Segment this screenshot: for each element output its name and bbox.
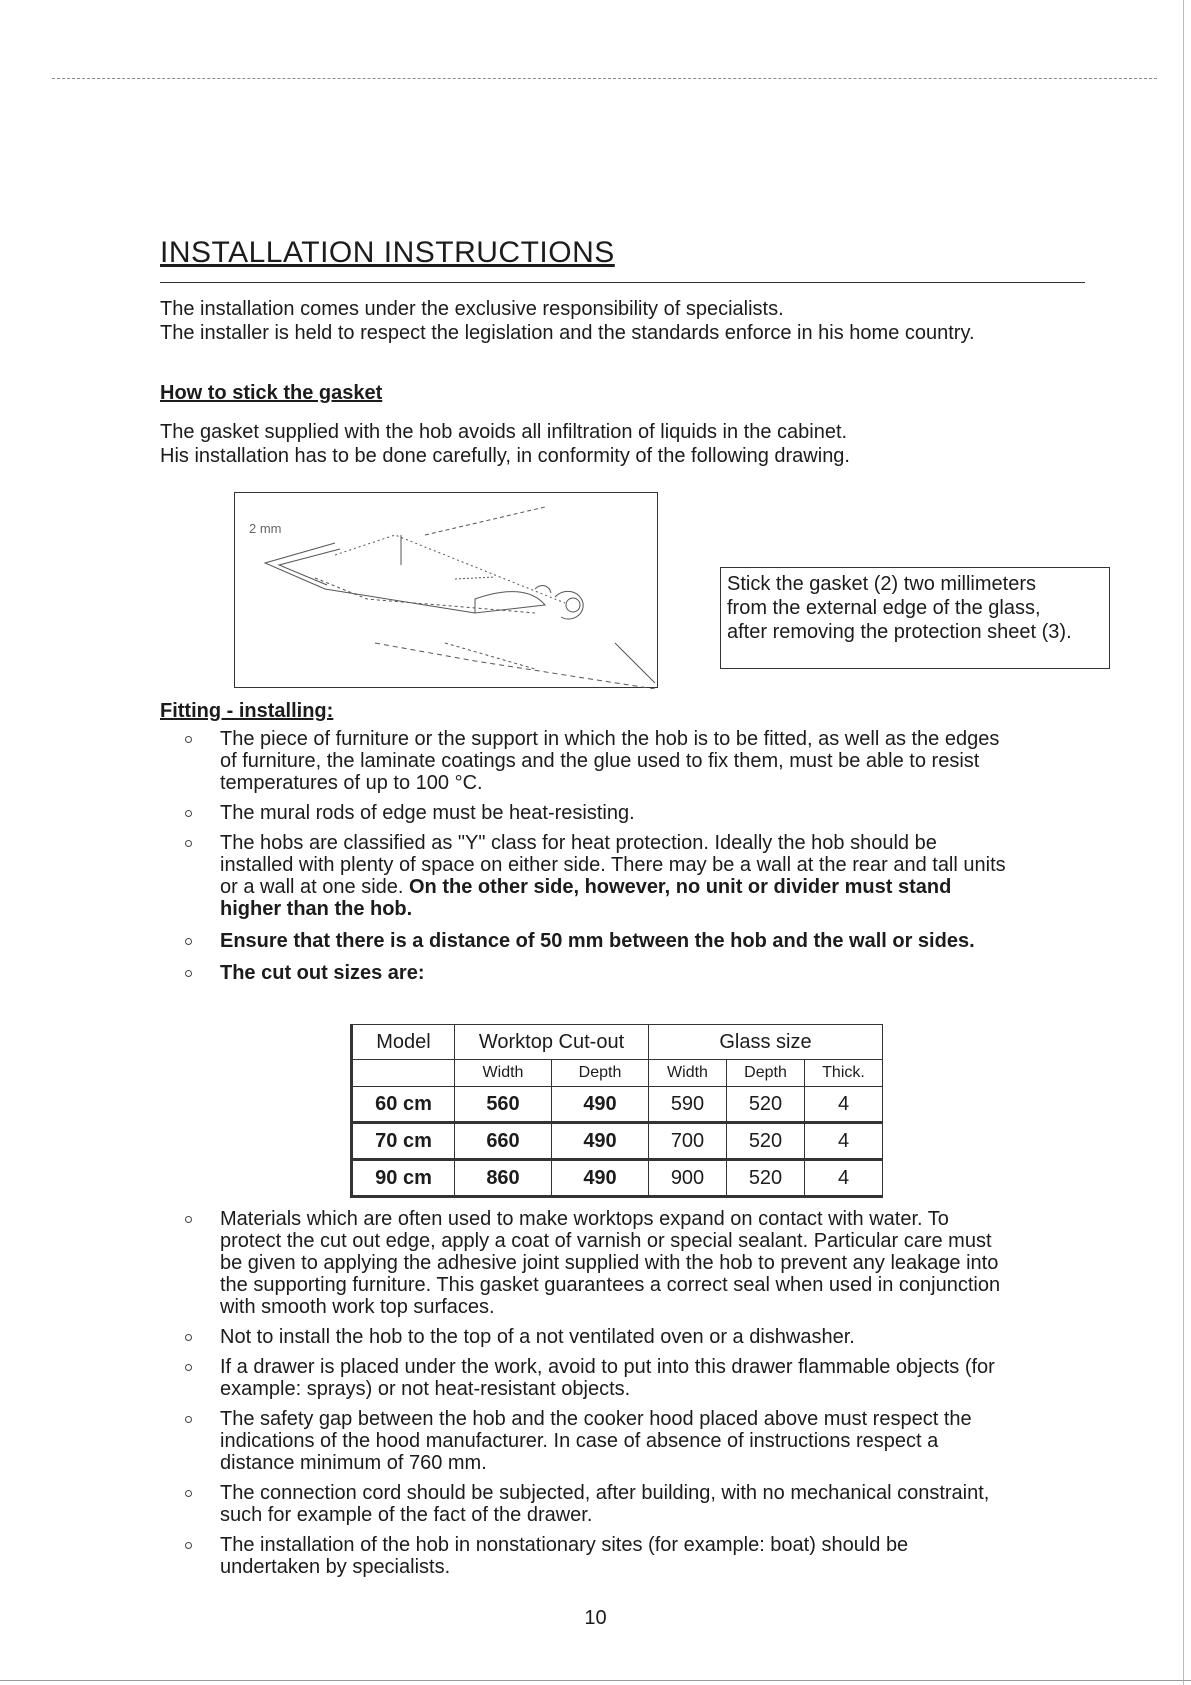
list-item <box>182 832 1102 920</box>
bullet-icon <box>185 1334 192 1341</box>
table-header-cell: Worktop Cut-out <box>455 1025 649 1060</box>
table-cell: 860 <box>455 1160 552 1197</box>
scan-artifact-line <box>52 78 1157 79</box>
table-subheader-cell: Width <box>649 1060 727 1087</box>
gasket-drawing-illustration <box>235 493 659 689</box>
list-item-line: distance minimum of 760 mm. <box>220 1452 487 1474</box>
list-item <box>182 1208 1102 1318</box>
table-row <box>352 1123 883 1160</box>
bullet-icon <box>185 1542 192 1549</box>
list-item-line: such for example of the fact of the drawer. <box>220 1504 593 1526</box>
table-cell: 590 <box>649 1087 727 1123</box>
list-item-line: The cut out sizes are: <box>220 962 425 984</box>
gasket-drawing <box>234 492 658 688</box>
table-row <box>352 1087 883 1123</box>
gasket-callout <box>720 567 1110 669</box>
list-item-line <box>220 876 1102 898</box>
list-item <box>182 1326 1102 1348</box>
intro-line: The installer is held to respect the legislation and the standards enforce in his home country. <box>160 322 975 344</box>
cutout-size-table <box>350 1024 883 1198</box>
table-cell: 70 cm <box>352 1123 455 1160</box>
table-cell: 560 <box>455 1087 552 1123</box>
list-item-line: be given to applying the adhesive joint supplied with the hob to prevent any leakage into <box>220 1252 999 1274</box>
page-number: 10 <box>584 1607 607 1629</box>
list-item <box>182 930 1102 952</box>
list-item-line: The mural rods of edge must be heat-resisting. <box>220 802 635 824</box>
table-cell: 490 <box>552 1123 649 1160</box>
table-cell: 700 <box>649 1123 727 1160</box>
list-item-line: Not to install the hob to the top of a not ventilated oven or a dishwasher. <box>220 1326 855 1348</box>
list-item-line: The connection cord should be subjected, after building, with no mechanical constraint, <box>220 1482 990 1504</box>
table-cell: 490 <box>552 1087 649 1123</box>
table-subheader-row <box>352 1060 883 1087</box>
figure-label: 2 mm <box>249 521 282 536</box>
bullet-icon <box>185 1490 192 1497</box>
bullet-icon <box>185 1216 192 1223</box>
table-cell: 660 <box>455 1123 552 1160</box>
list-item-line: If a drawer is placed under the work, avoid to put into this drawer flammable objects (for <box>220 1356 995 1378</box>
gasket-line: The gasket supplied with the hob avoids all infiltration of liquids in the cabinet. <box>160 421 848 443</box>
list-item-emphasis: On the other side, however, no unit or divider must stand <box>409 876 952 898</box>
bullet-icon <box>185 938 192 945</box>
bullet-icon <box>185 970 192 977</box>
list-item <box>182 962 1102 984</box>
table-cell: 90 cm <box>352 1160 455 1197</box>
page-title: INSTALLATION INSTRUCTIONS <box>160 236 615 269</box>
fitting-bullets-bottom <box>182 1208 1102 1578</box>
intro-line: The installation comes under the exclusive responsibility of specialists. <box>160 298 784 320</box>
bullet-icon <box>185 810 192 817</box>
list-item-line: The installation of the hob in nonstationary sites (for example: boat) should be <box>220 1534 909 1556</box>
gasket-line: His installation has to be done carefully, in conformity of the following drawing. <box>160 445 850 467</box>
list-item <box>182 1408 1102 1474</box>
scan-edge-bottom <box>0 1680 1191 1681</box>
gasket-heading: How to stick the gasket <box>160 382 383 404</box>
callout-line: after removing the protection sheet (3). <box>727 621 1072 643</box>
table-header-cell: Model <box>352 1025 455 1060</box>
title-rule <box>160 282 1085 283</box>
table-cell <box>352 1060 455 1087</box>
bullet-icon <box>185 1364 192 1371</box>
table-row <box>352 1160 883 1197</box>
list-item-emphasis: higher than the hob. <box>220 898 413 920</box>
table-header-cell: Glass size <box>649 1025 883 1060</box>
bullet-icon <box>185 736 192 743</box>
list-item <box>182 1534 1102 1578</box>
list-item-line: The hobs are classified as "Y" class for heat protection. Ideally the hob should be <box>220 832 937 854</box>
list-item-line: installed with plenty of space on either side. There may be a wall at the rear and tall units <box>220 854 1006 876</box>
list-item-line: of furniture, the laminate coatings and the glue used to fix them, must be able to resist <box>220 750 980 772</box>
table-cell: 60 cm <box>352 1087 455 1123</box>
list-item-line: The safety gap between the hob and the cooker hood placed above must respect the <box>220 1408 972 1430</box>
list-item-line: Ensure that there is a distance of 50 mm between the hob and the wall or sides. <box>220 930 975 952</box>
callout-line: from the external edge of the glass, <box>727 597 1041 619</box>
list-item <box>182 1482 1102 1526</box>
table-cell: 520 <box>727 1123 805 1160</box>
list-item-line: the supporting furniture. This gasket guarantees a correct seal when used in conjunction <box>220 1274 1001 1296</box>
list-item-line: undertaken by specialists. <box>220 1556 451 1578</box>
bullet-icon <box>185 840 192 847</box>
list-item-line: example: sprays) or not heat-resistant objects. <box>220 1378 631 1400</box>
list-item-line: protect the cut out edge, apply a coat of varnish or special sealant. Particular care must <box>220 1230 992 1252</box>
list-item <box>182 1356 1102 1400</box>
bullet-icon <box>185 1416 192 1423</box>
list-item-line: temperatures of up to 100 °C. <box>220 772 483 794</box>
gasket-paragraph <box>160 420 850 468</box>
table-subheader-cell: Width <box>455 1060 552 1087</box>
table-subheader-cell: Depth <box>552 1060 649 1087</box>
table-subheader-cell: Depth <box>727 1060 805 1087</box>
list-item-line: with smooth work top surfaces. <box>220 1296 495 1318</box>
list-item-line: indications of the hood manufacturer. In case of absence of instructions respect a <box>220 1430 939 1452</box>
table-header-row <box>352 1025 883 1060</box>
list-item <box>182 802 1102 824</box>
table-cell: 490 <box>552 1160 649 1197</box>
list-item-text: or a wall at one side. <box>220 876 404 898</box>
table-cell: 4 <box>805 1087 883 1123</box>
table-cell: 4 <box>805 1160 883 1197</box>
table-cell: 520 <box>727 1087 805 1123</box>
list-item-line: The piece of furniture or the support in which the hob is to be fitted, as well as the edges <box>220 728 1000 750</box>
table-cell: 4 <box>805 1123 883 1160</box>
list-item-line: Materials which are often used to make worktops expand on contact with water. To <box>220 1208 949 1230</box>
fitting-bullets-top <box>182 728 1102 984</box>
fitting-heading: Fitting - installing: <box>160 700 334 722</box>
scan-edge-right <box>1183 0 1184 1685</box>
table-cell: 900 <box>649 1160 727 1197</box>
list-item <box>182 728 1102 794</box>
table-subheader-cell: Thick. <box>805 1060 883 1087</box>
callout-line: Stick the gasket (2) two millimeters <box>727 573 1036 595</box>
intro-paragraph <box>160 297 975 345</box>
table-cell: 520 <box>727 1160 805 1197</box>
